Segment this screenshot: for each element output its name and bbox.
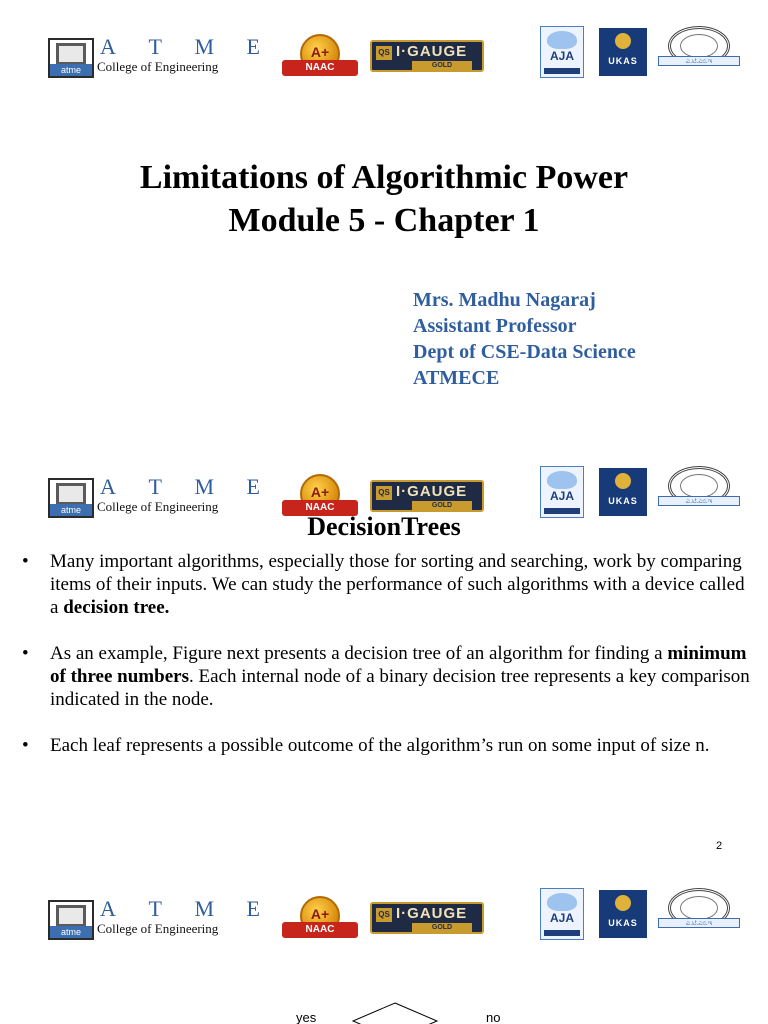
seal-strip: ಎ.ಟಿ.ಎಂ.ಇ	[658, 918, 740, 928]
qs-mark: QS	[376, 486, 392, 500]
seal-inner-ring	[680, 474, 718, 498]
ukas-label: UKAS	[608, 56, 638, 66]
page-title	[0, 156, 768, 242]
atme-logo-tag: atme	[50, 504, 92, 516]
college-name: College of Engineering	[97, 59, 219, 74]
naac-ribbon: NAAC	[282, 60, 358, 76]
atme-logo	[48, 38, 94, 78]
bullet-text: As an example, Figure next presents a decision tree of an algorithm for finding a	[50, 643, 668, 664]
author-role: Assistant Professor	[413, 315, 577, 337]
igauge-brand: I·GAUGE	[396, 483, 468, 500]
seal-strip: ಎ.ಟಿ.ಎಂ.ಇ	[658, 56, 740, 66]
page-number: 2	[716, 840, 723, 852]
igauge-badge	[370, 480, 484, 512]
naac-grade: A+	[310, 44, 330, 60]
atme-letter: A	[100, 34, 116, 59]
atme-letter: T	[148, 896, 162, 921]
branch-label-yes: yes	[296, 1010, 317, 1024]
ukas-label: UKAS	[608, 918, 638, 928]
seal-strip: ಎ.ಟಿ.ಎಂ.ಇ	[658, 496, 740, 506]
bullet-text: Many important algorithms, especially those for sorting and searching, work by comparing items of their inputs. We can study the performance of such algorithms with a device called a	[50, 551, 745, 618]
aja-logo	[540, 26, 584, 78]
header-logos	[0, 24, 768, 80]
atme-letter: E	[246, 896, 260, 921]
title-line-1: Limitations of Algorithmic Power	[139, 159, 629, 196]
college-seal	[658, 466, 740, 512]
bullet-list	[22, 550, 752, 780]
aja-label: AJA	[549, 911, 574, 925]
author-name: Mrs. Madhu Nagaraj	[413, 289, 596, 311]
college-seal	[658, 26, 740, 72]
comparison-node	[353, 1003, 437, 1024]
list-item	[22, 550, 752, 619]
atme-wordmark	[100, 34, 260, 60]
crown-icon	[615, 473, 631, 489]
igauge-badge	[370, 40, 484, 72]
ukas-logo	[599, 468, 647, 516]
list-item	[22, 734, 752, 757]
crown-icon	[615, 33, 631, 49]
naac-ribbon: NAAC	[282, 500, 358, 516]
igauge-brand: I·GAUGE	[396, 43, 468, 60]
atme-letter: E	[246, 34, 260, 59]
igauge-level: GOLD	[412, 501, 472, 510]
author-block	[413, 287, 636, 391]
atme-letter: A	[100, 896, 116, 921]
atme-letter: A	[100, 474, 116, 499]
list-item	[22, 642, 752, 711]
seal-inner-ring	[680, 34, 718, 58]
monitor-icon	[56, 483, 86, 505]
atme-letter: T	[148, 34, 162, 59]
decision-tree-diagram	[0, 870, 768, 1024]
branch-label-no: no	[486, 1010, 501, 1024]
atme-letter: M	[194, 896, 214, 921]
atme-letter: E	[246, 474, 260, 499]
slide-decision-trees	[0, 440, 768, 870]
section-heading: DecisionTrees	[307, 512, 461, 541]
qs-mark: QS	[376, 46, 392, 60]
igauge-level: GOLD	[412, 61, 472, 70]
globe-icon	[547, 31, 577, 49]
atme-letter: T	[148, 474, 162, 499]
igauge-level: GOLD	[412, 923, 472, 932]
igauge-brand: I·GAUGE	[396, 905, 468, 922]
aja-label: AJA	[549, 49, 574, 63]
naac-badge	[282, 34, 358, 80]
ukas-logo	[599, 28, 647, 76]
bullet-icon: •	[22, 735, 29, 756]
naac-grade: A+	[310, 906, 330, 922]
bullet-bold: decision tree.	[63, 597, 170, 618]
slide-title	[0, 0, 768, 440]
college-name: College of Engineering	[97, 921, 219, 936]
bullet-bold: minimum of three numbers	[50, 643, 747, 687]
aja-label: AJA	[549, 489, 574, 503]
slide-tree-figure	[0, 870, 768, 1024]
ukas-label: UKAS	[608, 496, 638, 506]
title-line-2: Module 5 - Chapter 1	[228, 202, 540, 239]
author-org: ATMECE	[413, 367, 500, 389]
atme-logo-tag: atme	[50, 64, 92, 76]
atme-wordmark	[100, 474, 260, 500]
bullet-text: . Each internal node of a binary decision tree represents a key comparison indicated in the node.	[50, 666, 750, 710]
author-dept: Dept of CSE-Data Science	[413, 341, 636, 363]
naac-grade: A+	[310, 484, 330, 500]
qs-mark: QS	[376, 908, 392, 922]
aja-bar	[544, 68, 580, 74]
atme-letter: M	[194, 34, 214, 59]
atme-letter: M	[194, 474, 214, 499]
bullet-text: Each leaf represents a possible outcome of the algorithm’s run on some input of size n.	[50, 735, 710, 756]
globe-icon	[547, 471, 577, 489]
college-name: College of Engineering	[97, 499, 219, 514]
bullet-icon: •	[22, 643, 29, 664]
naac-ribbon: NAAC	[282, 922, 358, 938]
aja-logo	[540, 466, 584, 518]
monitor-icon	[56, 43, 86, 65]
bullet-icon: •	[22, 551, 29, 572]
atme-logo-tag: atme	[50, 926, 92, 938]
